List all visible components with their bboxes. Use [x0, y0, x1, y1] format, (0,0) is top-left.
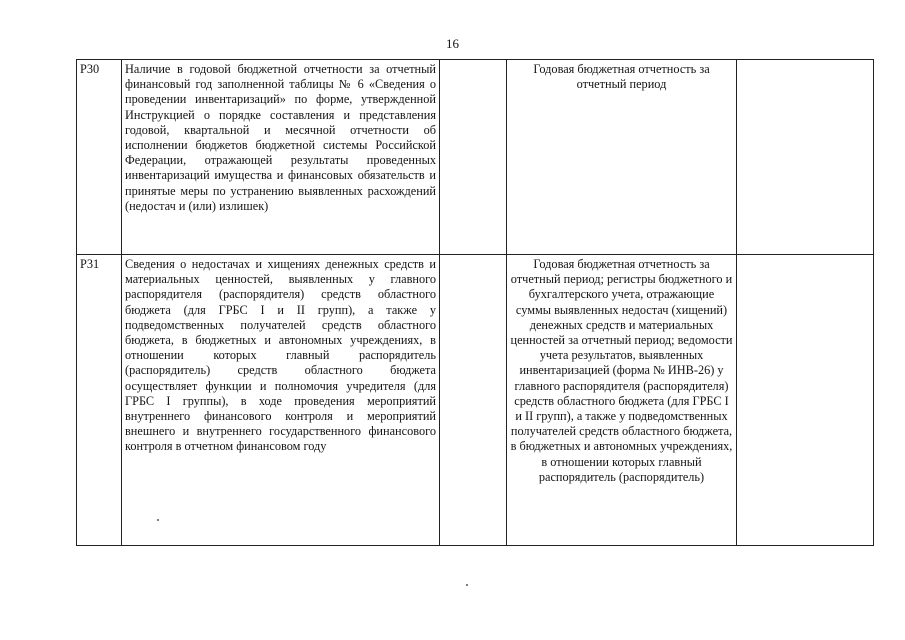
table-row: [77, 60, 874, 255]
row-code: Р30: [77, 60, 122, 255]
row-code: Р31: [77, 255, 122, 546]
indicator-table: [76, 59, 874, 546]
row-description: Наличие в годовой бюджетной отчетности за отчетный финансовый год заполненной таблицы № 6 «Сведения о проведении инвентаризаций» по форме, утвержденной Инструкцией о порядке составления и представления годовой, квартальной и месячной отчетности об исполнении бюджетов бюджетной системы Российской Федерации, отражающей результаты проведенных инвентаризаций имущества и финансовых обязательств и принятые меры по устранению выявленных расхождений (недостач и (или) излишек): [122, 60, 440, 255]
empty-cell: [440, 255, 507, 546]
scan-speck: [157, 519, 159, 521]
row-description: Сведения о недостачах и хищениях денежных средств и материальных ценностей, выявленных у главного распорядителя (распорядителя) средств областного бюджета (для ГРБС I и II групп), а также у подведомственных получателей средств областного бюджета, в бюджетных и автономных учреждениях, в отношении которых главный распорядитель (распорядитель) средств областного бюджета осуществляет функции и полномочия учредителя (для ГРБС I группы), в ходе проведения мероприятий внутреннего финансового контроля и мероприятий внешнего и внутреннего государственного финансового контроля в отчетном финансовом году: [122, 255, 440, 546]
page-number: 16: [446, 36, 459, 51]
table-row: [77, 255, 874, 546]
empty-cell: [737, 255, 874, 546]
empty-cell: [737, 60, 874, 255]
row-source: Годовая бюджетная отчетность за отчетный период: [507, 60, 737, 255]
scan-speck: [466, 584, 468, 586]
empty-cell: [440, 60, 507, 255]
row-source: Годовая бюджетная отчетность за отчетный период; регистры бюджетного и бухгалтерского учета, отражающие суммы выявленных недостач (хищений) денежных средств и материальных ценностей за отчетный период; ведомости учета результатов, выявленных инвентаризацией (форма № ИНВ-26) у главного распорядителя (распорядителя) средств областного бюджета (для ГРБС I и II групп), а также у подведомственных получателей средств областного бюджета, в бюджетных и автономных учреждениях, в отношении которых главный распорядитель (распорядитель): [507, 255, 737, 546]
